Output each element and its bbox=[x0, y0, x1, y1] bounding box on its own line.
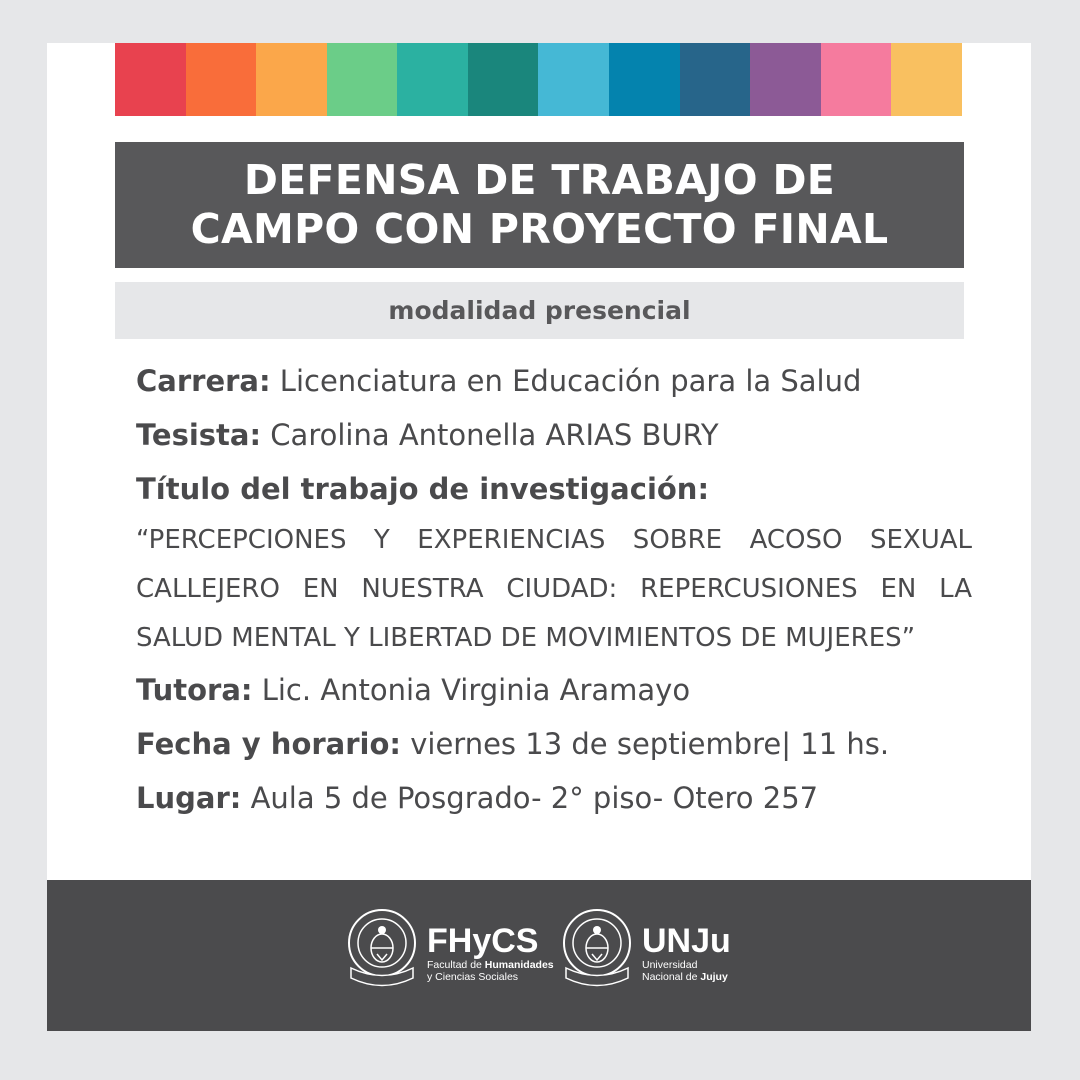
color-swatch bbox=[680, 43, 751, 116]
tesista-value: Carolina Antonella ARIAS BURY bbox=[261, 418, 719, 452]
modality-label: modalidad presencial bbox=[388, 296, 691, 325]
modality-banner bbox=[115, 282, 964, 339]
carrera-label: Carrera: bbox=[136, 364, 271, 398]
color-swatch bbox=[609, 43, 680, 116]
color-swatch bbox=[256, 43, 327, 116]
title-line-1: DEFENSA DE TRABAJO DE bbox=[243, 156, 836, 204]
color-swatch bbox=[327, 43, 398, 116]
fhycs-subtitle-2: y Ciencias Sociales bbox=[427, 971, 519, 983]
tesista-row bbox=[136, 408, 972, 462]
titulo-label: Título del trabajo de investigación: bbox=[136, 472, 710, 506]
carrera-row bbox=[136, 354, 972, 408]
color-swatch bbox=[186, 43, 257, 116]
color-swatch bbox=[891, 43, 962, 116]
carrera-value: Licenciatura en Educación para la Salud bbox=[270, 364, 862, 398]
university-seal-icon bbox=[347, 908, 417, 998]
titulo-row bbox=[136, 462, 972, 516]
event-info bbox=[136, 354, 972, 825]
color-stripe-bar bbox=[115, 43, 962, 116]
color-swatch bbox=[397, 43, 468, 116]
unju-name: UNJu bbox=[642, 922, 731, 960]
tutora-label: Tutora: bbox=[136, 673, 253, 707]
title-banner bbox=[115, 142, 964, 268]
color-swatch bbox=[821, 43, 892, 116]
color-swatch bbox=[538, 43, 609, 116]
lugar-row bbox=[136, 771, 972, 825]
color-swatch bbox=[750, 43, 821, 116]
fhycs-subtitle-1: Facultad de Humanidades bbox=[427, 959, 554, 971]
fhycs-name: FHyCS bbox=[427, 922, 539, 960]
color-swatch bbox=[468, 43, 539, 116]
unju-subtitle-2: Nacional de Jujuy bbox=[642, 971, 728, 983]
fhycs-logo bbox=[347, 908, 554, 998]
fecha-row bbox=[136, 717, 972, 771]
tutora-value: Lic. Antonia Virginia Aramayo bbox=[252, 673, 691, 707]
lugar-value: Aula 5 de Posgrado- 2° piso- Otero 257 bbox=[241, 781, 819, 815]
tutora-row bbox=[136, 663, 972, 717]
university-seal-icon bbox=[562, 908, 632, 998]
research-title: “PERCEPCIONES Y EXPERIENCIAS SOBRE ACOSO SEXUAL CALLEJERO EN NUESTRA CIUDAD: REPERCUSIONES EN LA SALUD MENTAL Y LIBERTAD DE MOVIMIENTOS DE MUJERES” bbox=[136, 525, 972, 653]
lugar-label: Lugar: bbox=[136, 781, 242, 815]
fecha-label: Fecha y horario: bbox=[136, 727, 402, 761]
unju-logo bbox=[562, 908, 731, 998]
title-line-2: CAMPO CON PROYECTO FINAL bbox=[190, 205, 889, 253]
footer-bar bbox=[47, 880, 1031, 1031]
color-swatch bbox=[115, 43, 186, 116]
tesista-label: Tesista: bbox=[136, 418, 262, 452]
fecha-value: viernes 13 de septiembre| 11 hs. bbox=[401, 727, 890, 761]
unju-subtitle-1: Universidad bbox=[642, 959, 698, 971]
